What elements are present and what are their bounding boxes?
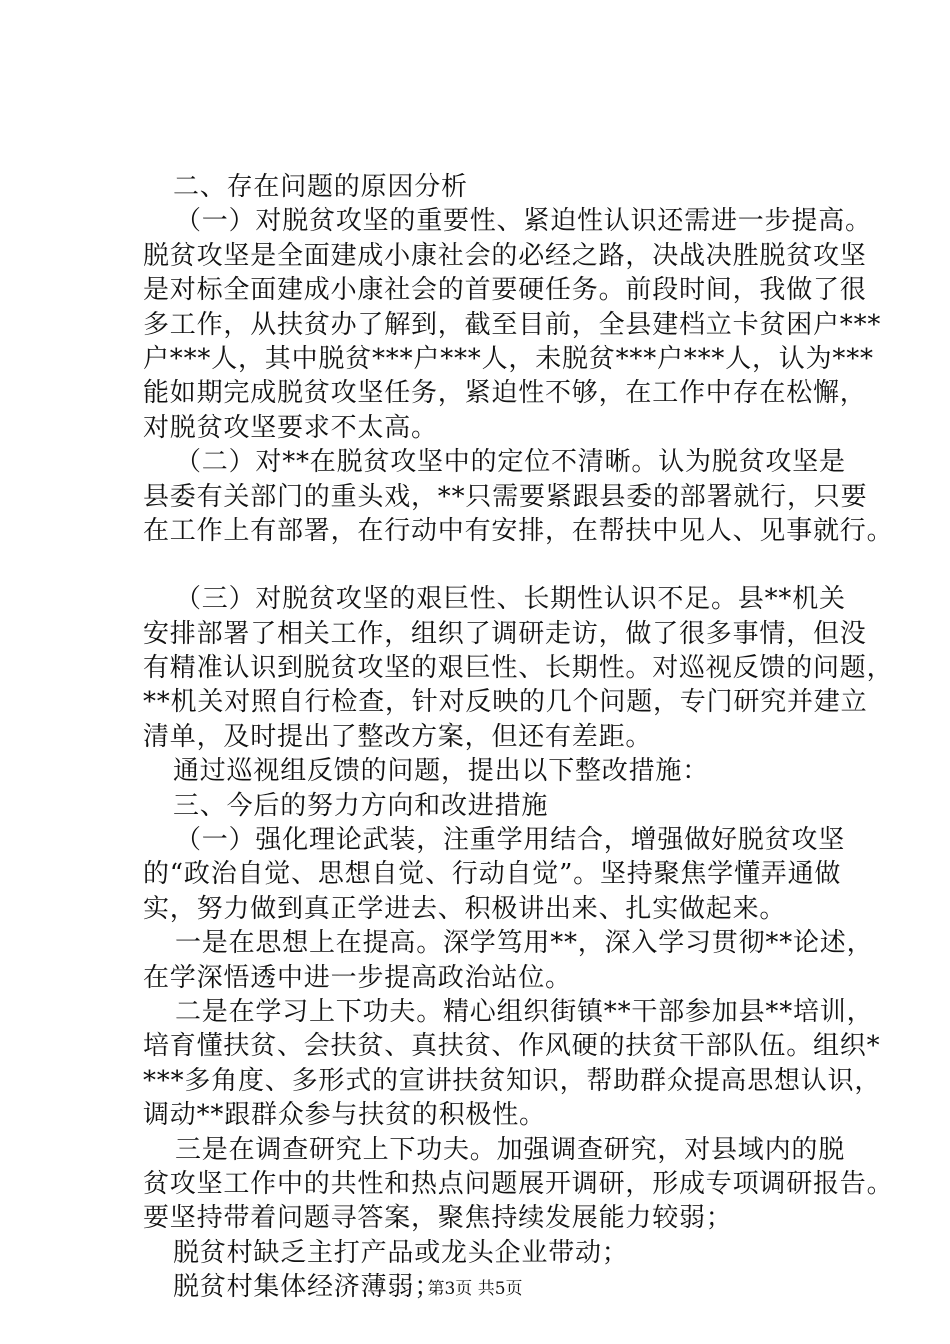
paragraph-line: 实，努力做到真正学进去、积极讲出来、扎实做起来。 (143, 893, 787, 924)
paragraph-line: （一）对脱贫攻坚的重要性、紧迫性认识还需进一步提高。 (175, 206, 872, 237)
paragraph-line: 安排部署了相关工作，组织了调研走访，做了很多事情，但没 (143, 618, 867, 649)
section-heading-3: 三、今后的努力方向和改进措施 (173, 790, 549, 821)
paragraph-line: 要坚持带着问题寻答案，聚焦持续发展能力较弱； (143, 1203, 733, 1234)
paragraph-line: 是对标全面建成小康社会的首要硬任务。前段时间，我做了很 (143, 275, 867, 306)
paragraph-line: 一是在思想上在提高。深学笃用**，深入学习贯彻**论述， (175, 928, 874, 959)
paragraph-line: 的“政治自觉、思想自觉、行动自觉”。坚持聚焦学懂弄通做 (143, 859, 842, 890)
paragraph-line: 能如期完成脱贫攻坚任务，紧迫性不够，在工作中存在松懈， (143, 378, 867, 409)
section-heading-2: 二、存在问题的原因分析 (173, 172, 468, 202)
page-number-footer: 第3页 共5页 (427, 1279, 523, 1299)
paragraph-line: ***多角度、多形式的宣讲扶贫知识，帮助群众提高思想认识， (143, 1065, 882, 1096)
paragraph-line: 二是在学习上下功夫。精心组织街镇**干部参加县**培训， (175, 996, 874, 1027)
paragraph-line: 脱贫村集体经济薄弱； (173, 1272, 442, 1303)
paragraph-line: 在学深悟透中进一步提高政治站位。 (143, 962, 572, 993)
paragraph-gap (143, 548, 843, 582)
paragraph-line: （三）对脱贫攻坚的艰巨性、长期性认识不足。县**机关 (175, 584, 846, 615)
paragraph-line: 三是在调查研究上下功夫。加强调查研究，对县域内的脱 (175, 1134, 846, 1165)
paragraph-line: 多工作，从扶贫办了解到，截至目前，全县建档立卡贫困户*** (143, 309, 882, 340)
paragraph-line: 贫攻坚工作中的共性和热点问题展开调研，形成专项调研报告。 (143, 1168, 894, 1199)
paragraph-line: 县委有关部门的重头戏，**只需要紧跟县委的部署就行，只要 (143, 481, 868, 512)
paragraph-line: 调动**跟群众参与扶贫的积极性。 (143, 1100, 546, 1131)
paragraph-line: 在工作上有部署，在行动中有安排，在帮扶中见人、见事就行。 (143, 515, 894, 546)
paragraph-line: 通过巡视组反馈的问题，提出以下整改措施： (173, 756, 710, 787)
paragraph-line: 清单，及时提出了整改方案，但还有差距。 (143, 721, 653, 752)
paragraph-line: 培育懂扶贫、会扶贫、真扶贫、作风硬的扶贫干部队伍。组织* (143, 1031, 881, 1062)
paragraph-line: （二）对**在脱贫攻坚中的定位不清晰。认为脱贫攻坚是 (175, 447, 846, 478)
paragraph-line: （一）强化理论武装，注重学用结合，增强做好脱贫攻坚 (175, 825, 846, 856)
paragraph-line: 对脱贫攻坚要求不太高。 (143, 412, 438, 443)
document-body (143, 170, 894, 1305)
paragraph-line: **机关对照自行检查，针对反映的几个问题，专门研究并建立 (143, 687, 868, 718)
paragraph-line: 有精准认识到脱贫攻坚的艰巨性、长期性。对巡视反馈的问题， (143, 653, 894, 684)
paragraph-line: 脱贫攻坚是全面建成小康社会的必经之路，决战决胜脱贫攻坚 (143, 240, 867, 271)
paragraph-line: 脱贫村缺乏主打产品或龙头企业带动； (173, 1237, 629, 1268)
paragraph-line: 户***人，其中脱贫***户***人，未脱贫***户***人，认为*** (143, 343, 874, 374)
